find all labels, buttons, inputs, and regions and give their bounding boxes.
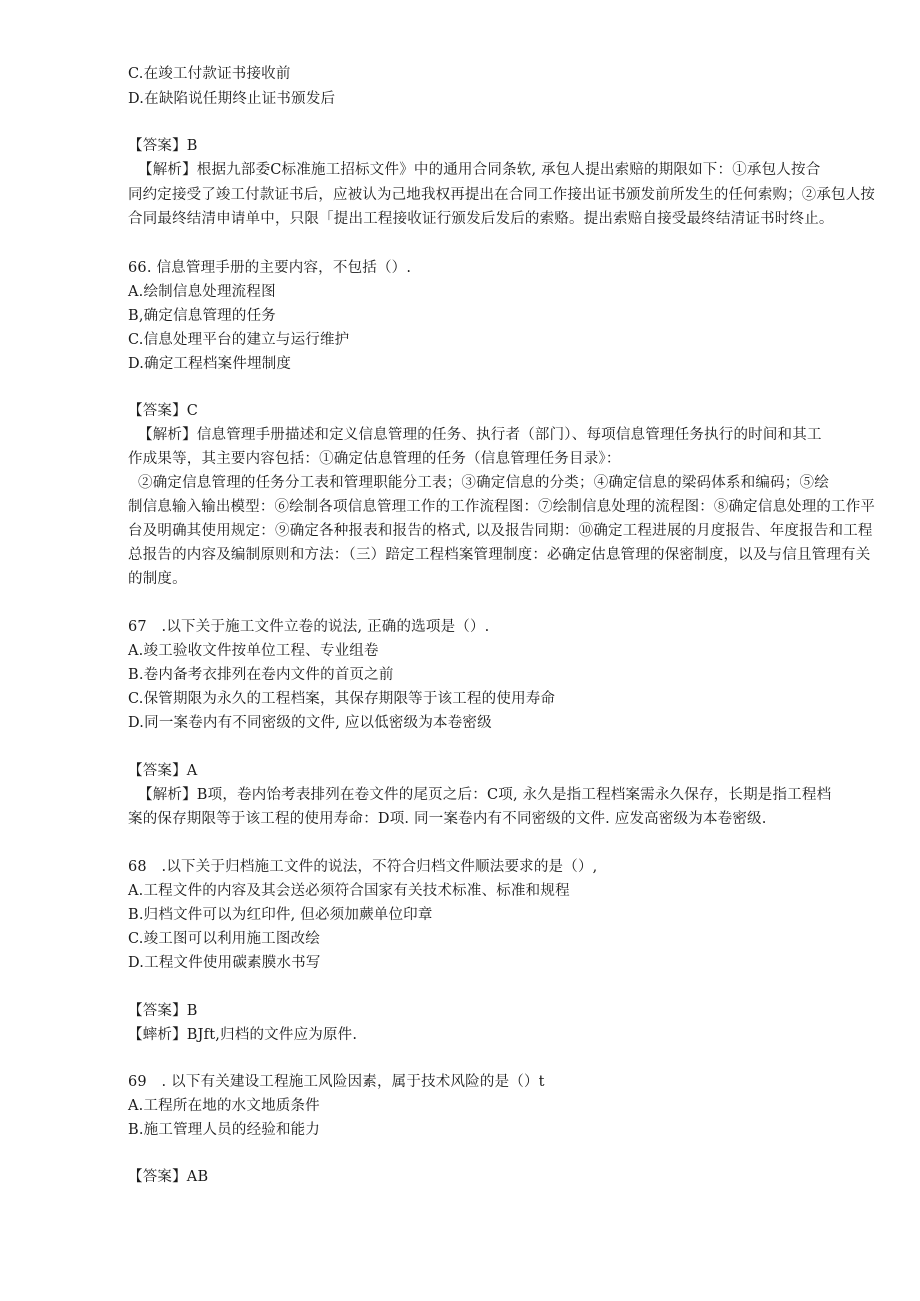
q68-answer: 【答案】B [128,1003,198,1019]
q66-explanation-line-6: 总报告的内容及编制原则和方法：（三）踣定工程档案管理制度：必确定估息管理的保密制度，以及与信且管理有关 [128,547,871,563]
q65-answer: 【答案】B [128,138,198,154]
q66-option-c: C.信息处理平台的建立与运行维护 [128,332,350,348]
q65-option-d: D.在缺陷说任期终止证书颁发后 [128,91,336,107]
q66-answer: 【答案】C [128,403,199,419]
q65-explanation-line-3: 合同最终结清申请单中，只限「提出工程接收证行颁发后发后的索赂。提出索赔自接受最终结清证书时终止。 [128,211,834,227]
q67-option-c: C.保管期限为永久的工程档案，其保存期限等于该工程的使用寿命 [128,691,556,707]
q69-option-b: B.施工管理人员的经验和能力 [128,1122,321,1138]
q66-explanation-line-2: 作成果等，其主要内容包括：①确定估息管理的任务（信息管理任务目录》： [128,451,621,467]
q66-option-d: D.确定工程档案件埋制度 [128,356,292,372]
q65-explanation-line-1: 【解析】根据九部委C标准施工招标文件》中的通用合同条软, 承包人提出索赔的期限如下：①承包人按合 [138,162,821,178]
q69-answer: 【答案】AB [128,1169,209,1185]
q67-explanation-line-1: 【解析】B项，卷内饴考表排列在卷文件的尾页之后：C项, 永久是指工程档案需永久保存，长期是指工程档 [138,787,832,803]
q67-stem: 67 .以下关于施工文件立卷的说法, 正确的选项是（）. [128,619,490,635]
q69-option-a: A.工程所在地的水文地质条件 [128,1098,320,1114]
q66-explanation-line-5: 台及明确其使用规定：⑨确定各种报表和报告的格式, 以及报告同期：⑩确定工程进展的月度报告、年度报告和工程 [128,523,873,539]
q68-stem: 68 .以下关于归档施工文件的说法，不符合归档文件顺法要求的是（）, [128,859,598,875]
q65-explanation-line-2: 同约定接受了竣工付款证书后，应被认为己地我权再提出在合同工作接出证书颁发前所发生的任何索购；②承包人按 [128,187,876,203]
q67-option-d: D.同一案卷内有不同密级的文件, 应以低密级为本卷密级 [128,715,492,731]
q67-explanation-line-2: 案的保存期限等于该工程的使用寿命：D项. 同一案卷内有不同密级的文件. 应发高密级为本卷密级. [128,811,767,827]
q68-explanation-line-1: 【蟀析】BJft,归档的文件应为原件. [128,1027,358,1043]
q68-option-b: B.归档文件可以为红印件, 但必须加蕨单位印章 [128,907,433,923]
q66-option-b: B,确定信息管理的任务 [128,308,276,324]
q69-stem: 69 . 以下有关建设工程施工风险因素，属于技术风险的是（）t [128,1074,545,1090]
q66-explanation-line-1: 【解析】信息管理手册描述和定义信息管理的任务、执行者（部门）、每项信息管理任务执行的时间和其工 [138,427,822,443]
q66-explanation-line-3: ②确定信息管理的任务分工表和管理职能分工表；③确定信息的分类；④确定信息的梁码体系和编码；⑤绘 [138,475,829,491]
q68-option-d: D.工程文件使用碳素膜水书写 [128,955,321,971]
q66-explanation-line-4: 制信息输入输出模型：⑥绘制各项信息管理工作的工作流程图：⑦绘制信息处理的流程图：⑧确定信息处理的工作平 [128,499,876,515]
q67-option-a: A.竣工验收文件按单位工程、专业组卷 [128,643,379,659]
q66-explanation-line-7: 的制度。 [128,571,187,587]
q68-option-c: C.竣工图可以利用施工图改绘 [128,931,320,947]
q66-stem: 66. 信息管理手册的主要内容，不包括（）. [128,260,412,276]
q66-option-a: A.绘制信息处理流程图 [128,284,276,300]
q68-option-a: A.工程文件的内容及其会送必须符合国家有关技术标准、标准和规程 [128,883,570,899]
q67-answer: 【答案】A [128,763,198,779]
q67-option-b: B.卷内备考衣排列在卷内文件的首页之前 [128,667,394,683]
q65-option-c: C.在竣工付款证书接收前 [128,66,291,82]
